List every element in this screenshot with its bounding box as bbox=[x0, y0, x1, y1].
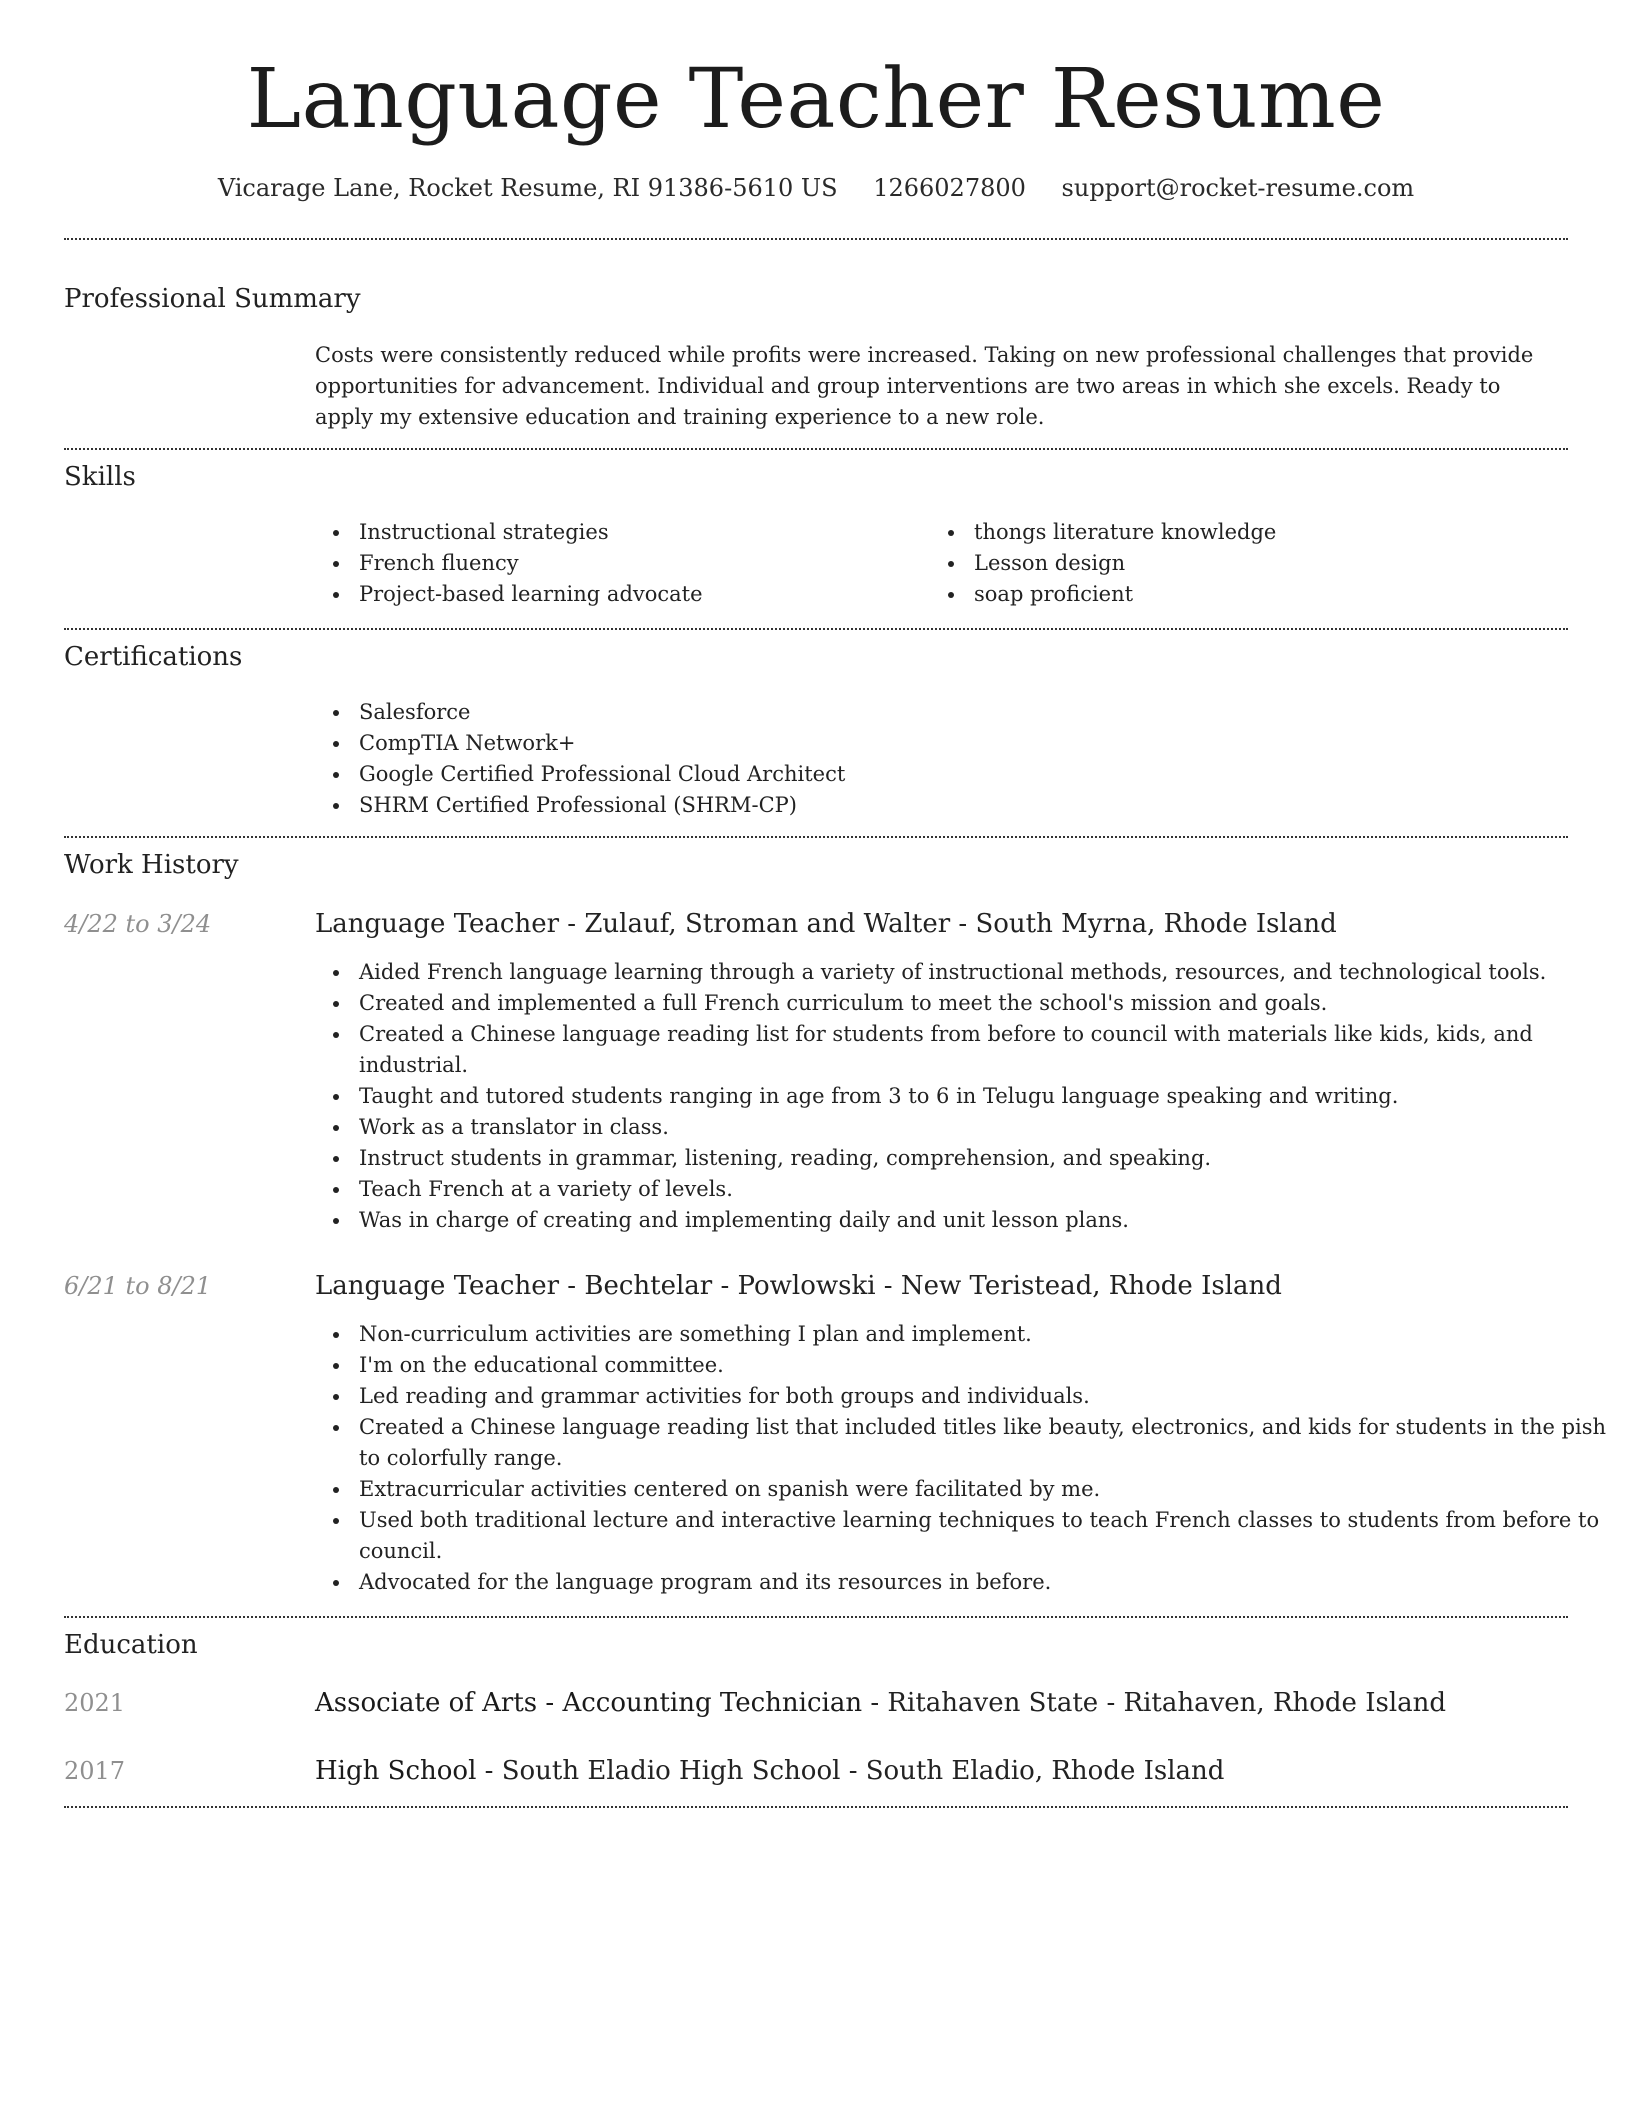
skills-list-right bbox=[930, 517, 1534, 610]
skill-item: Lesson design bbox=[974, 548, 1534, 579]
divider bbox=[64, 238, 1568, 240]
job-bullet: Instruct students in grammar, listening, reading, comprehension, and speaking. bbox=[359, 1143, 1609, 1174]
job-bullet: Work as a translator in class. bbox=[359, 1112, 1609, 1143]
skill-item: soap proficient bbox=[974, 579, 1534, 610]
divider bbox=[64, 628, 1568, 630]
section-title-skills: Skills bbox=[64, 462, 136, 492]
certifications-list bbox=[315, 697, 1559, 821]
job-dates: 6/21 to 8/21 bbox=[64, 1272, 212, 1300]
certification-item: CompTIA Network+ bbox=[359, 728, 1559, 759]
job-bullet: I'm on the educational committee. bbox=[359, 1350, 1609, 1381]
job-bullet: Used both traditional lecture and interactive learning techniques to teach French classes to students from before to council. bbox=[359, 1505, 1609, 1567]
certification-item: Salesforce bbox=[359, 697, 1559, 728]
email: support@rocket-resume.com bbox=[1061, 174, 1415, 202]
contact-line bbox=[0, 170, 1632, 206]
divider bbox=[64, 1616, 1568, 1618]
education-degree: Associate of Arts - Accounting Technician bbox=[315, 1688, 863, 1718]
education-degree: High School bbox=[315, 1756, 477, 1786]
education-year: 2017 bbox=[64, 1757, 126, 1785]
summary-text: Costs were consistently reduced while profits were increased. Taking on new professional challenges that provide opportunities for advancement. Individual and group interventions are two areas in which she excels. Ready to apply my extensive education and training experience to a new role. bbox=[315, 343, 1534, 429]
certification-item: Google Certified Professional Cloud Architect bbox=[359, 759, 1559, 790]
education-entry bbox=[315, 1754, 1565, 1788]
section-title-education: Education bbox=[64, 1630, 198, 1660]
job-bullet: Taught and tutored students ranging in age from 3 to 6 in Telugu language speaking and writing. bbox=[359, 1081, 1609, 1112]
skills-list-left bbox=[315, 517, 919, 610]
skill-item: French fluency bbox=[359, 548, 919, 579]
job-bullet: Advocated for the language program and its resources in before. bbox=[359, 1567, 1609, 1598]
job-title: Language Teacher - Bechtelar - Powlowski - New Teristead, Rhode Island bbox=[315, 1271, 1282, 1301]
resume-title: Language Teacher Resume bbox=[246, 52, 1386, 147]
education-entry bbox=[315, 1686, 1565, 1720]
section-title-summary: Professional Summary bbox=[64, 284, 361, 314]
job-bullet: Extracurricular activities centered on spanish were facilitated by me. bbox=[359, 1474, 1609, 1505]
job-bullet: Non-curriculum activities are something I plan and implement. bbox=[359, 1319, 1609, 1350]
job-bullet: Was in charge of creating and implementing daily and unit lesson plans. bbox=[359, 1205, 1609, 1236]
divider bbox=[64, 448, 1568, 450]
certification-item: SHRM Certified Professional (SHRM-CP) bbox=[359, 790, 1559, 821]
skill-item: Instructional strategies bbox=[359, 517, 919, 548]
job-dates: 4/22 to 3/24 bbox=[64, 910, 212, 938]
education-school: - South Eladio High School - South Eladio, Rhode Island bbox=[476, 1756, 1225, 1786]
section-title-work-history: Work History bbox=[64, 850, 239, 880]
phone: 1266027800 bbox=[873, 174, 1026, 202]
job-bullet: Created and implemented a full French curriculum to meet the school's mission and goals. bbox=[359, 988, 1609, 1019]
job-bullet: Led reading and grammar activities for both groups and individuals. bbox=[359, 1381, 1609, 1412]
job-bullet: Created a Chinese language reading list for students from before to council with materials like kids, kids, and industrial. bbox=[359, 1019, 1609, 1081]
divider bbox=[64, 1806, 1568, 1808]
address: Vicarage Lane, Rocket Resume, RI 91386-5610 US bbox=[217, 174, 838, 202]
skill-item: Project-based learning advocate bbox=[359, 579, 919, 610]
education-year: 2021 bbox=[64, 1689, 126, 1717]
skill-item: thongs literature knowledge bbox=[974, 517, 1534, 548]
education-school: - Ritahaven State - Ritahaven, Rhode Island bbox=[862, 1688, 1447, 1718]
job-title: Language Teacher - Zulauf, Stroman and Walter - South Myrna, Rhode Island bbox=[315, 909, 1337, 939]
job-bullet: Created a Chinese language reading list that included titles like beauty, electronics, and kids for students in the pish to colorfully range. bbox=[359, 1412, 1609, 1474]
job-bullet: Teach French at a variety of levels. bbox=[359, 1174, 1609, 1205]
job-bullets bbox=[315, 957, 1609, 1236]
divider bbox=[64, 836, 1568, 838]
section-title-certifications: Certifications bbox=[64, 642, 243, 672]
job-bullets bbox=[315, 1319, 1609, 1598]
job-bullet: Aided French language learning through a variety of instructional methods, resources, and technological tools. bbox=[359, 957, 1609, 988]
